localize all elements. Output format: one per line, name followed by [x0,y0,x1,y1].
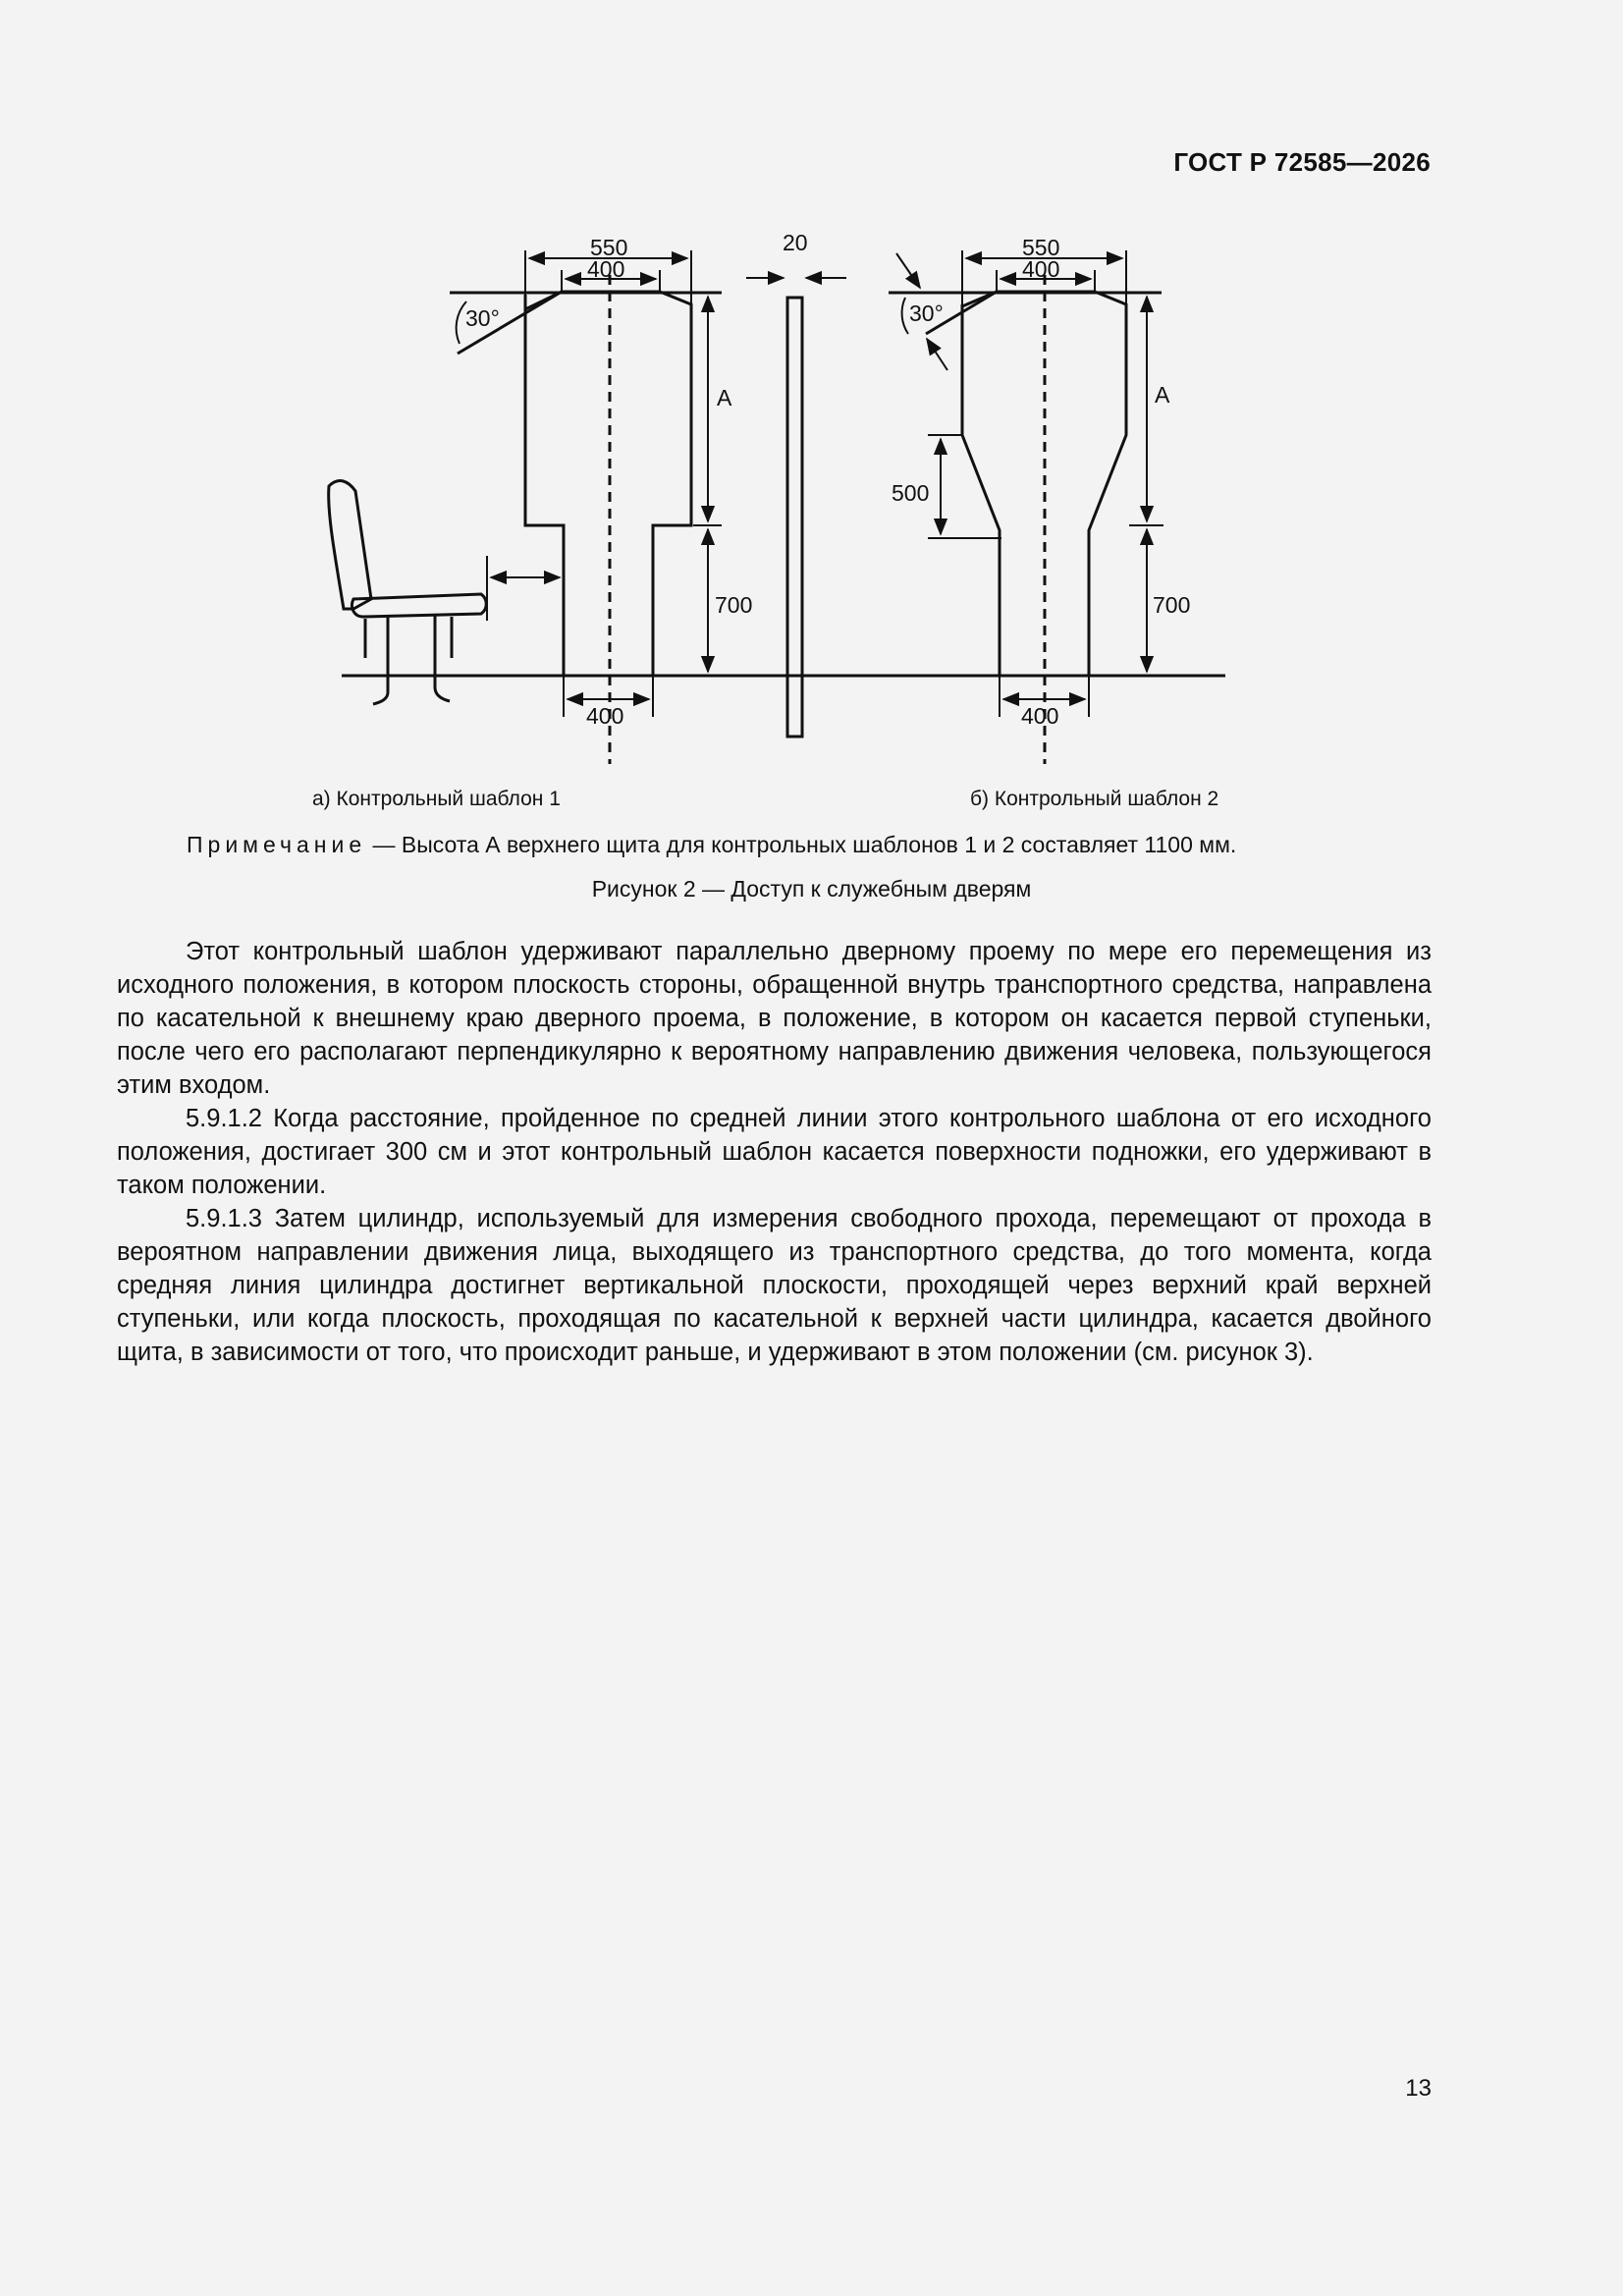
dim-a-A: A [717,385,732,410]
paragraph: 5.9.1.3 Затем цилиндр, используемый для измерения свободного прохода, перемещают от прохода в вероятном направлении движения лица, выходящего из транспортного средства, до того момента, когда средняя линия цилиндра достигнет вертикальной плоскости, проходящей через верхний край верхней ступеньки, или когда плоскость, проходящая по касательной к верхней части цилиндра, касается двойного щита, в зависимости от того, что происходит раньше, и удерживают в этом положении (см. рисунок 3). [117,1205,1432,1366]
note-label: Примечание [187,832,367,857]
dim-b-A: A [1155,382,1170,408]
dim-b-700: 700 [1153,592,1191,618]
figure-note [187,832,1325,858]
seat-cushion [352,594,486,617]
dim-b-30deg: 30° [909,301,944,326]
figure-2 [0,196,1623,805]
caption-template-1: а) Контрольный шаблон 1 [312,788,561,810]
body-text [117,935,1432,1369]
dim-a-30deg: 30° [465,305,500,331]
note-text: — Высота А верхнего щита для контрольных шаблонов 1 и 2 составляет 1100 мм. [366,832,1237,857]
dim-a-550: 550 [590,235,628,260]
seat-leg-left [373,617,388,704]
dim-b-500: 500 [892,480,930,506]
caption-template-2: б) Контрольный шаблон 2 [970,788,1219,810]
page-number: 13 [1405,2075,1432,2102]
document-header: ГОСТ Р 72585—2026 [1173,147,1431,177]
dim-a-700: 700 [715,592,753,618]
dim-b-400-bottom: 400 [1021,703,1059,729]
dim-a-400-bottom: 400 [586,703,624,729]
plate-20 [787,298,802,737]
dim-a-400-top: 400 [587,256,625,282]
figure-title: Рисунок 2 — Доступ к служебным дверям [591,876,1032,902]
dim-plate-20: 20 [783,230,808,255]
dim-b-550: 550 [1022,235,1060,260]
figure-drawing [0,196,1623,786]
dim-b-400-top: 400 [1022,256,1060,282]
seat-leg-right [435,616,450,701]
paragraph: 5.9.1.2 Когда расстояние, пройденное по средней линии этого контрольного шаблона от его исходного положения, достигает 300 см и этот контрольный шаблон касается поверхности подножки, его удерживают в таком положении. [117,1105,1432,1199]
seat-back [329,481,371,609]
paragraph: Этот контрольный шаблон удерживают параллельно дверному проему по мере его перемещения из исходного положения, в котором плоскость стороны, обращенной внутрь транспортного средства, направлена по касательной к внешнему краю дверного проема, в положение, в котором он касается первой ступеньки, после чего его располагают перпендикулярно к вероятному направлению движения человека, пользующегося этим входом. [117,938,1432,1099]
